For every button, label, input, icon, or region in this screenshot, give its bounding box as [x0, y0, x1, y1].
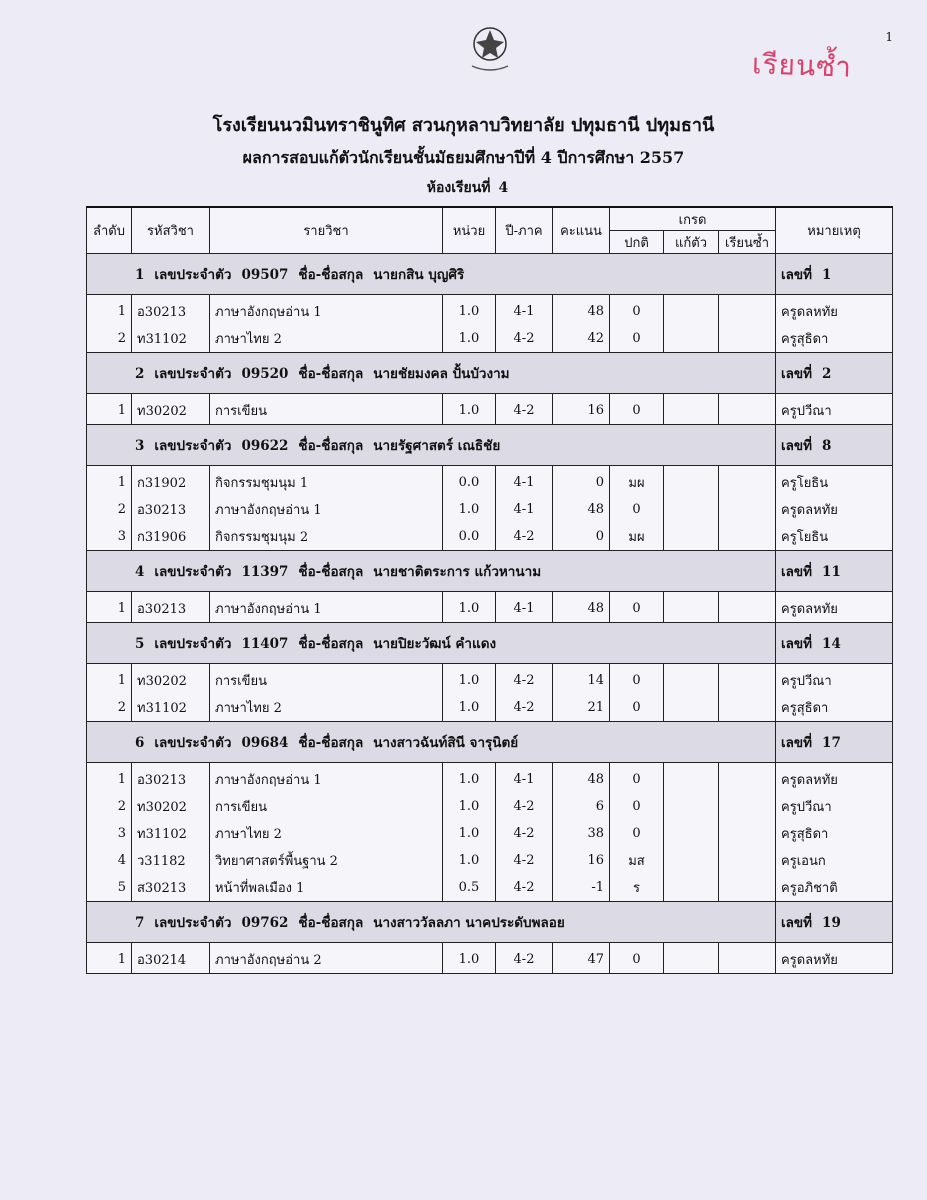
seat-number: 2	[822, 366, 832, 382]
grade-normal: 0	[610, 943, 664, 974]
course-term: 4-2	[496, 523, 553, 551]
student-info	[87, 353, 776, 394]
course-term: 4-2	[496, 820, 553, 847]
course-remark: ครูโยธิน	[776, 523, 893, 551]
seat-label: เลขที่	[781, 636, 813, 652]
course-unit: 1.0	[443, 793, 496, 820]
student-seq: 3	[135, 438, 145, 454]
grade-normal: 0	[610, 592, 664, 623]
grade-retest	[664, 592, 719, 623]
grade-normal: ร	[610, 874, 664, 902]
course-no: 1	[87, 394, 132, 425]
grade-retest	[664, 763, 719, 794]
grade-retest	[664, 874, 719, 902]
course-unit: 1.0	[443, 763, 496, 794]
grade-retest	[664, 694, 719, 722]
seat-label: เลขที่	[781, 366, 813, 382]
grade-repeat	[719, 820, 776, 847]
student-id-label: เลขประจำตัว	[154, 636, 232, 652]
course-code: อ30213	[132, 763, 210, 794]
room-label: ห้องเรียนที่	[426, 180, 491, 196]
course-unit: 1.0	[443, 325, 496, 353]
student-seat	[776, 902, 893, 943]
course-score: 0	[553, 523, 610, 551]
course-term: 4-2	[496, 394, 553, 425]
grade-normal: มผ	[610, 466, 664, 497]
student-name-label: ชื่อ-ชื่อสกุล	[298, 438, 364, 454]
grade-normal: 0	[610, 694, 664, 722]
course-no: 1	[87, 943, 132, 974]
course-unit: 1.0	[443, 394, 496, 425]
course-score: 6	[553, 793, 610, 820]
course-unit: 1.0	[443, 592, 496, 623]
course-remark: ครูสุธิดา	[776, 325, 893, 353]
course-term: 4-2	[496, 325, 553, 353]
course-term: 4-2	[496, 847, 553, 874]
col-header-score: คะแนน	[553, 207, 610, 254]
course-code: อ30213	[132, 496, 210, 523]
course-score: 0	[553, 466, 610, 497]
grade-repeat	[719, 325, 776, 353]
student-id-label: เลขประจำตัว	[154, 735, 232, 751]
student-name-label: ชื่อ-ชื่อสกุล	[298, 366, 364, 382]
student-id: 11407	[241, 636, 289, 652]
course-term: 4-2	[496, 694, 553, 722]
seat-label: เลขที่	[781, 267, 813, 283]
grade-repeat	[719, 295, 776, 326]
course-score: 21	[553, 694, 610, 722]
grade-retest	[664, 820, 719, 847]
course-term: 4-2	[496, 874, 553, 902]
grade-repeat	[719, 394, 776, 425]
grade-normal: 0	[610, 820, 664, 847]
student-name-label: ชื่อ-ชื่อสกุล	[298, 915, 364, 931]
course-code: ส30213	[132, 874, 210, 902]
course-row	[87, 793, 893, 820]
student-name: นางสาวฉันท์สินี จารุนิตย์	[373, 735, 519, 751]
student-name-label: ชื่อ-ชื่อสกุล	[298, 735, 364, 751]
course-score: 48	[553, 763, 610, 794]
course-remark: ครูปวีณา	[776, 664, 893, 695]
student-info	[87, 623, 776, 664]
grade-repeat	[719, 793, 776, 820]
course-remark: ครูดลหทัย	[776, 592, 893, 623]
student-seq: 2	[135, 366, 145, 382]
col-header-grade: เกรด	[610, 207, 776, 231]
course-subject: ภาษาไทย 2	[210, 325, 443, 353]
course-unit: 1.0	[443, 295, 496, 326]
course-unit: 0.5	[443, 874, 496, 902]
course-row	[87, 664, 893, 695]
exam-title: ผลการสอบแก้ตัวนักเรียนชั้นมัธยมศึกษาปีที่ 4 ปีการศึกษา 2557	[242, 148, 685, 167]
grade-retest	[664, 943, 719, 974]
course-row	[87, 874, 893, 902]
grade-normal: 0	[610, 793, 664, 820]
course-no: 2	[87, 496, 132, 523]
grade-repeat	[719, 466, 776, 497]
course-remark: ครูสุธิดา	[776, 820, 893, 847]
student-id: 09622	[241, 438, 289, 454]
course-code: อ30213	[132, 592, 210, 623]
course-row	[87, 295, 893, 326]
student-name: นายชัยมงคล ปั้นบัวงาม	[373, 366, 510, 382]
course-row	[87, 325, 893, 353]
course-no: 1	[87, 592, 132, 623]
course-subject: การเขียน	[210, 394, 443, 425]
student-seat	[776, 623, 893, 664]
course-subject: กิจกรรมชุมนุม 2	[210, 523, 443, 551]
grade-repeat	[719, 943, 776, 974]
grade-retest	[664, 394, 719, 425]
course-row	[87, 694, 893, 722]
grade-normal: 0	[610, 664, 664, 695]
course-subject: หน้าที่พลเมือง 1	[210, 874, 443, 902]
course-code: อ30213	[132, 295, 210, 326]
course-subject: ภาษาไทย 2	[210, 694, 443, 722]
seat-number: 8	[822, 438, 832, 454]
course-score: 42	[553, 325, 610, 353]
course-subject: ภาษาอังกฤษอ่าน 1	[210, 295, 443, 326]
course-subject: การเขียน	[210, 793, 443, 820]
course-term: 4-1	[496, 592, 553, 623]
grade-repeat	[719, 592, 776, 623]
student-header-row	[87, 551, 893, 592]
repeat-course-stamp: เรียนซ้ำ	[751, 47, 853, 84]
grade-normal: มส	[610, 847, 664, 874]
grade-retest	[664, 496, 719, 523]
course-row	[87, 466, 893, 497]
col-header-remark: หมายเหตุ	[776, 207, 893, 254]
course-no: 2	[87, 793, 132, 820]
grade-normal: 0	[610, 763, 664, 794]
course-row	[87, 394, 893, 425]
grades-table	[86, 206, 893, 974]
col-header-subject: รายวิชา	[210, 207, 443, 254]
course-unit: 1.0	[443, 496, 496, 523]
grade-normal: 0	[610, 295, 664, 326]
student-name: นายปิยะวัฒน์ คำแดง	[373, 636, 497, 652]
student-id: 09684	[241, 735, 289, 751]
course-subject: ภาษาอังกฤษอ่าน 1	[210, 592, 443, 623]
course-subject: ภาษาอังกฤษอ่าน 1	[210, 496, 443, 523]
course-code: ท31102	[132, 325, 210, 353]
grade-retest	[664, 664, 719, 695]
grade-normal: 0	[610, 325, 664, 353]
grade-normal: มผ	[610, 523, 664, 551]
student-seat	[776, 425, 893, 466]
school-seal-icon	[466, 22, 514, 74]
course-no: 3	[87, 820, 132, 847]
student-info	[87, 254, 776, 295]
col-header-grade-repeat: เรียนซ้ำ	[719, 231, 776, 254]
course-subject: การเขียน	[210, 664, 443, 695]
grade-repeat	[719, 496, 776, 523]
student-seq: 4	[135, 564, 145, 580]
seat-number: 11	[822, 564, 841, 580]
student-header-row	[87, 254, 893, 295]
course-score: 38	[553, 820, 610, 847]
student-id-label: เลขประจำตัว	[154, 915, 232, 931]
student-id-label: เลขประจำตัว	[154, 267, 232, 283]
grade-repeat	[719, 523, 776, 551]
course-no: 5	[87, 874, 132, 902]
grade-normal: 0	[610, 496, 664, 523]
seat-number: 17	[822, 735, 841, 751]
course-unit: 1.0	[443, 664, 496, 695]
course-remark: ครูปวีณา	[776, 793, 893, 820]
student-header-row	[87, 353, 893, 394]
school-title: โรงเรียนนวมินทราชินูทิศ สวนกุหลาบวิทยาลัย ปทุมธานี ปทุมธานี	[212, 115, 715, 136]
student-seq: 7	[135, 915, 145, 931]
course-remark: ครูโยธิน	[776, 466, 893, 497]
grade-repeat	[719, 847, 776, 874]
course-remark: ครูเอนก	[776, 847, 893, 874]
seat-label: เลขที่	[781, 438, 813, 454]
course-no: 2	[87, 325, 132, 353]
student-info	[87, 425, 776, 466]
room-value: 4	[498, 180, 509, 196]
student-info	[87, 902, 776, 943]
course-remark: ครูดลหทัย	[776, 295, 893, 326]
course-code: ท31102	[132, 820, 210, 847]
course-unit: 0.0	[443, 466, 496, 497]
grade-retest	[664, 847, 719, 874]
course-unit: 1.0	[443, 943, 496, 974]
col-header-no: ลำดับ	[87, 207, 132, 254]
seat-label: เลขที่	[781, 564, 813, 580]
grade-repeat	[719, 694, 776, 722]
course-row	[87, 592, 893, 623]
course-code: ก31906	[132, 523, 210, 551]
course-term: 4-2	[496, 793, 553, 820]
student-seat	[776, 722, 893, 763]
course-no: 1	[87, 763, 132, 794]
course-code: อ30214	[132, 943, 210, 974]
student-header-row	[87, 722, 893, 763]
course-no: 1	[87, 664, 132, 695]
course-subject: ภาษาอังกฤษอ่าน 2	[210, 943, 443, 974]
course-subject: ภาษาไทย 2	[210, 820, 443, 847]
course-score: 14	[553, 664, 610, 695]
course-code: ว31182	[132, 847, 210, 874]
col-header-term: ปี-ภาค	[496, 207, 553, 254]
course-term: 4-2	[496, 943, 553, 974]
student-name: นายรัฐศาสตร์ เณธิชัย	[373, 438, 501, 454]
course-unit: 1.0	[443, 847, 496, 874]
course-row	[87, 943, 893, 974]
course-code: ก31902	[132, 466, 210, 497]
course-row	[87, 847, 893, 874]
course-score: 48	[553, 496, 610, 523]
course-no: 1	[87, 466, 132, 497]
course-row	[87, 820, 893, 847]
seat-label: เลขที่	[781, 915, 813, 931]
student-name: นายกสิน บุญศิริ	[373, 267, 465, 283]
student-seq: 1	[135, 267, 145, 283]
student-id: 09507	[241, 267, 289, 283]
student-info	[87, 722, 776, 763]
grade-repeat	[719, 664, 776, 695]
course-unit: 1.0	[443, 820, 496, 847]
course-remark: ครูดลหทัย	[776, 943, 893, 974]
course-code: ท30202	[132, 664, 210, 695]
course-score: 48	[553, 592, 610, 623]
course-remark: ครูสุธิดา	[776, 694, 893, 722]
student-info	[87, 551, 776, 592]
grade-retest	[664, 466, 719, 497]
course-no: 3	[87, 523, 132, 551]
course-no: 2	[87, 694, 132, 722]
course-term: 4-2	[496, 664, 553, 695]
course-term: 4-1	[496, 496, 553, 523]
course-term: 4-1	[496, 763, 553, 794]
student-id-label: เลขประจำตัว	[154, 564, 232, 580]
student-seat	[776, 551, 893, 592]
student-id: 11397	[241, 564, 289, 580]
student-name-label: ชื่อ-ชื่อสกุล	[298, 267, 364, 283]
col-header-unit: หน่วย	[443, 207, 496, 254]
room-line	[0, 177, 927, 199]
col-header-grade-normal: ปกติ	[610, 231, 664, 254]
grade-repeat	[719, 763, 776, 794]
grade-normal: 0	[610, 394, 664, 425]
course-code: ท30202	[132, 793, 210, 820]
course-score: 47	[553, 943, 610, 974]
course-score: 16	[553, 847, 610, 874]
course-score: 48	[553, 295, 610, 326]
course-term: 4-1	[496, 295, 553, 326]
student-id-label: เลขประจำตัว	[154, 366, 232, 382]
course-code: ท30202	[132, 394, 210, 425]
seat-number: 14	[822, 636, 841, 652]
student-header-row	[87, 902, 893, 943]
student-seat	[776, 353, 893, 394]
course-no: 1	[87, 295, 132, 326]
course-row	[87, 763, 893, 794]
course-subject: วิทยาศาสตร์พื้นฐาน 2	[210, 847, 443, 874]
course-remark: ครูดลหทัย	[776, 496, 893, 523]
student-seat	[776, 254, 893, 295]
course-score: 16	[553, 394, 610, 425]
seat-number: 1	[822, 267, 832, 283]
course-unit: 0.0	[443, 523, 496, 551]
course-code: ท31102	[132, 694, 210, 722]
course-no: 4	[87, 847, 132, 874]
grade-retest	[664, 325, 719, 353]
student-id: 09520	[241, 366, 289, 382]
student-seq: 5	[135, 636, 145, 652]
student-id: 09762	[241, 915, 289, 931]
course-subject: กิจกรรมชุมนุม 1	[210, 466, 443, 497]
student-header-row	[87, 623, 893, 664]
course-unit: 1.0	[443, 694, 496, 722]
course-score: -1	[553, 874, 610, 902]
course-term: 4-1	[496, 466, 553, 497]
col-header-grade-retest: แก้ตัว	[664, 231, 719, 254]
course-remark: ครูอภิชาติ	[776, 874, 893, 902]
page-number: 1	[885, 30, 893, 44]
student-name: นางสาววัลลภา นาคประดับพลอย	[373, 915, 565, 931]
grade-retest	[664, 793, 719, 820]
student-name: นายชาติตระการ แก้วหานาม	[373, 564, 542, 580]
grade-retest	[664, 295, 719, 326]
course-subject: ภาษาอังกฤษอ่าน 1	[210, 763, 443, 794]
student-seq: 6	[135, 735, 145, 751]
student-name-label: ชื่อ-ชื่อสกุล	[298, 564, 364, 580]
seat-number: 19	[822, 915, 841, 931]
grades-body	[87, 254, 893, 974]
grade-repeat	[719, 874, 776, 902]
course-remark: ครูปวีณา	[776, 394, 893, 425]
col-header-code: รหัสวิชา	[132, 207, 210, 254]
course-row	[87, 496, 893, 523]
grade-retest	[664, 523, 719, 551]
student-id-label: เลขประจำตัว	[154, 438, 232, 454]
student-header-row	[87, 425, 893, 466]
student-name-label: ชื่อ-ชื่อสกุล	[298, 636, 364, 652]
seat-label: เลขที่	[781, 735, 813, 751]
course-row	[87, 523, 893, 551]
course-remark: ครูดลหทัย	[776, 763, 893, 794]
